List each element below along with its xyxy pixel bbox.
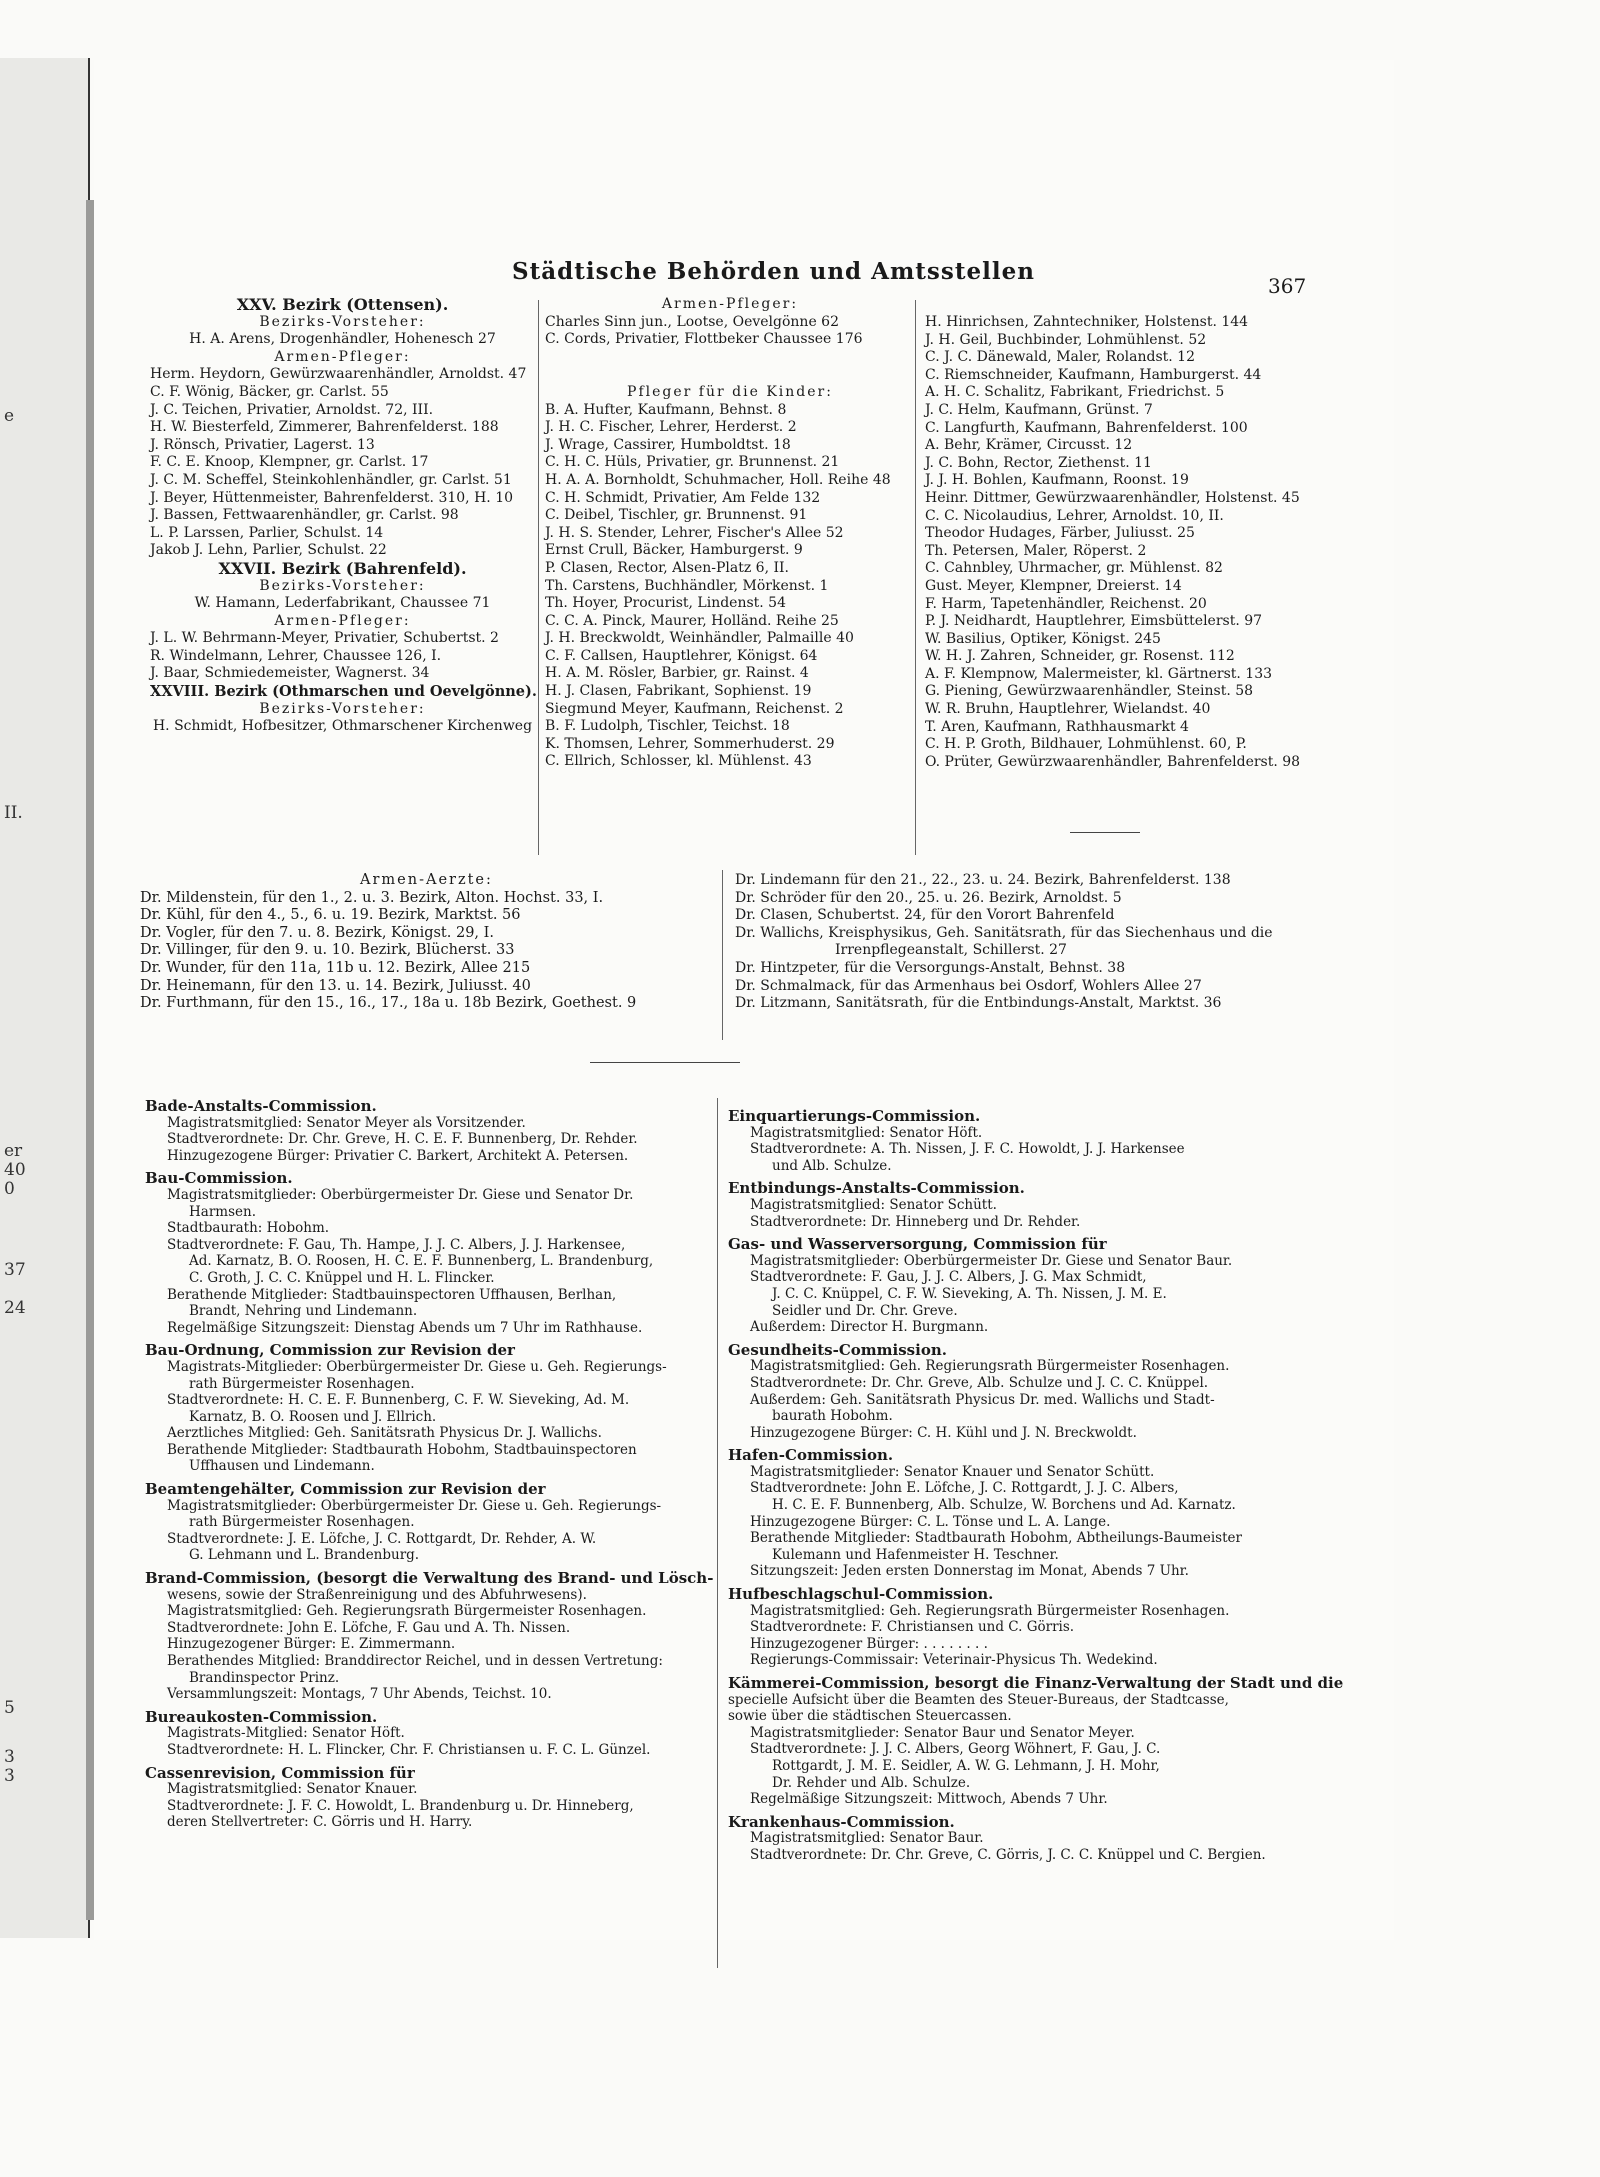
- margin-fragment: e: [4, 406, 15, 426]
- list-item: C. F. Callsen, Hauptlehrer, Königst. 64: [545, 647, 818, 664]
- commission-line: Regelmäßige Sitzungszeit: Dienstag Abends um 7 Uhr im Rathhause.: [167, 1319, 643, 1336]
- list-item: B. A. Hufter, Kaufmann, Behnst. 8: [545, 401, 787, 418]
- list-item: H. Schmidt, Hofbesitzer, Othmarschener Kirchenweg: [152, 718, 533, 735]
- commission-title: Gesundheits-Commission.: [728, 1340, 947, 1359]
- list-item: C. J. C. Dänewald, Maler, Rolandst. 12: [925, 349, 1195, 366]
- commission-title: Gas- und Wasserversorgung, Commission für: [728, 1235, 1107, 1254]
- list-item: Th. Petersen, Maler, Röperst. 2: [925, 542, 1147, 559]
- commission-line: Magistratsmitglied: Senator Höft.: [750, 1124, 983, 1141]
- commission-line: G. Lehmann und L. Brandenburg.: [189, 1547, 420, 1564]
- list-item: Heinr. Dittmer, Gewürzwaarenhändler, Holstenst. 45: [925, 489, 1300, 506]
- commission-line: Magistratsmitglieder: Senator Knauer und Senator Schütt.: [750, 1463, 1155, 1480]
- list-item: C. Cords, Privatier, Flottbeker Chaussee 176: [545, 331, 863, 348]
- commission-title: Bade-Anstalts-Commission.: [145, 1097, 377, 1115]
- column-armen-pfleger: [545, 296, 915, 771]
- subheading: Bezirks-Vorsteher:: [259, 700, 426, 717]
- margin-fragment: 5: [4, 1698, 15, 1718]
- list-item: H. J. Clasen, Fabrikant, Sophienst. 19: [545, 683, 812, 700]
- list-item: Herm. Heydorn, Gewürzwaarenhändler, Arnoldst. 47: [150, 366, 527, 383]
- list-item: C. H. Schmidt, Privatier, Am Felde 132: [545, 489, 821, 506]
- list-item: C. C. Nicolaudius, Lehrer, Arnoldst. 10, II.: [925, 507, 1224, 524]
- commission-line: und Alb. Schulze.: [772, 1157, 892, 1174]
- list-item: J. Bassen, Fettwaarenhändler, gr. Carlst. 98: [150, 507, 459, 524]
- commission-line: Brandinspector Prinz.: [189, 1669, 340, 1686]
- commission-title: Hufbeschlagschul-Commission.: [728, 1585, 994, 1604]
- commission-line: Dr. Rehder und Alb. Schulze.: [772, 1774, 971, 1791]
- commission-title: Cassenrevision, Commission für: [145, 1763, 415, 1782]
- list-item: Ernst Crull, Bäcker, Hamburgerst. 9: [545, 542, 803, 559]
- commission-line: wesens, sowie der Straßenreinigung und des Abfuhrwesens).: [167, 1586, 587, 1603]
- commission-line: Hinzugezogene Bürger: C. L. Tönse und L. A. Lange.: [750, 1513, 1111, 1530]
- commission-line: Berathende Mitglieder: Stadtbaurath Hobohm, Abtheilungs-Baumeister: [750, 1530, 1242, 1547]
- list-item: Dr. Mildenstein, für den 1., 2. u. 3. Bezirk, Alton. Hochst. 33, I.: [140, 889, 604, 906]
- commission-line: Hinzugezogener Bürger: E. Zimmermann.: [167, 1636, 456, 1653]
- commission-line: Stadtverordnete: Dr. Hinneberg und Dr. Rehder.: [750, 1213, 1081, 1230]
- commission-line: Brandt, Nehring und Lindemann.: [189, 1303, 418, 1320]
- margin-fragment: II.: [4, 803, 23, 823]
- spacer: [545, 366, 915, 384]
- commission-line: Magistratsmitglieder: Oberbürgermeister Dr. Giese und Senator Dr.: [167, 1186, 634, 1203]
- page-number: 367: [1268, 274, 1307, 298]
- commission-line: Stadtbaurath: Hobohm.: [167, 1220, 330, 1237]
- list-item: C. F. Wönig, Bäcker, gr. Carlst. 55: [150, 383, 389, 400]
- commission-line: Magistratsmitglieder: Senator Baur und Senator Meyer.: [750, 1724, 1135, 1741]
- commission-line: Magistratsmitglied: Geh. Regierungsrath Bürgermeister Rosenhagen.: [750, 1358, 1230, 1375]
- page-title: Städtische Behörden und Amtsstellen: [512, 258, 1035, 285]
- commission-line: Stadtverordnete: J. E. Löfche, J. C. Rottgardt, Dr. Rehder, A. W.: [167, 1530, 597, 1547]
- margin-fragment: 0: [4, 1179, 15, 1199]
- list-item: J. Baar, Schmiedemeister, Wagnerst. 34: [150, 665, 430, 682]
- subheading: Bezirks-Vorsteher:: [259, 577, 426, 594]
- list-item: J. C. Bohn, Rector, Ziethenst. 11: [925, 454, 1152, 471]
- commission-line: Magistratsmitglied: Geh. Regierungsrath Bürgermeister Rosenhagen.: [167, 1603, 647, 1620]
- list-item: Dr. Heinemann, für den 13. u. 14. Bezirk, Juliusst. 40: [140, 977, 531, 994]
- list-item: W. H. J. Zahren, Schneider, gr. Rosenst. 112: [925, 648, 1235, 665]
- commission-line: Karnatz, B. O. Roosen und J. Ellrich.: [189, 1408, 437, 1425]
- list-item: Irrenpflegeanstalt, Schillerst. 27: [835, 942, 1067, 959]
- divider-rule: [590, 1062, 740, 1063]
- commission-line: Stadtverordnete: Dr. Chr. Greve, Alb. Schulze und J. C. C. Knüppel.: [750, 1374, 1209, 1391]
- commission-line: Hinzugezogene Bürger: C. H. Kühl und J. N. Breckwoldt.: [750, 1424, 1137, 1441]
- list-item: P. J. Neidhardt, Hauptlehrer, Eimsbüttelerst. 97: [925, 613, 1263, 630]
- commission-line: Magistrats-Mitglied: Senator Höft.: [167, 1725, 405, 1742]
- list-item: Theodor Hudages, Färber, Juliusst. 25: [925, 525, 1195, 542]
- commission-line: Berathendes Mitglied: Branddirector Reichel, und in dessen Vertretung:: [167, 1653, 663, 1669]
- commission-line: Magistratsmitglied: Geh. Regierungsrath Bürgermeister Rosenhagen.: [750, 1602, 1230, 1619]
- list-item: C. Riemschneider, Kaufmann, Hamburgerst. 44: [925, 366, 1262, 383]
- commission-line: H. C. E. F. Bunnenberg, Alb. Schulze, W. Borchens und Ad. Karnatz.: [772, 1497, 1236, 1514]
- list-item: Dr. Lindemann für den 21., 22., 23. u. 24. Bezirk, Bahrenfelderst. 138: [735, 872, 1231, 888]
- list-item: C. Ellrich, Schlosser, kl. Mühlenst. 43: [545, 753, 812, 770]
- commission-line: Kulemann und Hafenmeister H. Teschner.: [772, 1546, 1059, 1563]
- commission-line: Rottgardt, J. M. E. Seidler, A. W. G. Lehmann, J. H. Mohr,: [772, 1757, 1160, 1774]
- commission-title: Kämmerei-Commission, besorgt die Finanz-Verwaltung der Stadt und die: [728, 1674, 1344, 1692]
- commission-line: Stadtverordnete: F. Gau, J. J. C. Albers, J. G. Max Schmidt,: [750, 1269, 1147, 1286]
- list-item: Dr. Schmalmack, für das Armenhaus bei Osdorf, Wohlers Allee 27: [735, 977, 1202, 994]
- list-item: J. Beyer, Hüttenmeister, Bahrenfelderst. 310, H. 10: [150, 489, 514, 506]
- list-item: Siegmund Meyer, Kaufmann, Reichenst. 2: [545, 700, 844, 717]
- list-item: J. Wrage, Cassirer, Humboldtst. 18: [545, 436, 791, 453]
- commission-title: Brand-Commission, (besorgt die Verwaltung des Brand- und Lösch-: [145, 1569, 714, 1588]
- list-item: C. Deibel, Tischler, gr. Brunnenst. 91: [545, 507, 808, 524]
- list-item: W. Basilius, Optiker, Königst. 245: [925, 630, 1161, 647]
- list-item: Dr. Hintzpeter, für die Versorgungs-Anstalt, Behnst. 38: [735, 959, 1126, 976]
- commission-line: Magistrats-Mitglieder: Oberbürgermeister Dr. Giese u. Geh. Regierungs-: [167, 1358, 667, 1375]
- list-item: L. P. Larssen, Parlier, Schulst. 14: [150, 524, 384, 541]
- district-heading: XXV. Bezirk (Ottensen).: [236, 295, 449, 314]
- list-item: J. L. W. Behrmann-Meyer, Privatier, Schubertst. 2: [150, 630, 499, 647]
- margin-fragment: er: [4, 1141, 23, 1161]
- commission-line: Stadtverordnete: J. J. C. Albers, Georg Wöhnert, F. Gau, J. C.: [750, 1741, 1161, 1758]
- commission-line: Ad. Karnatz, B. O. Roosen, H. C. E. F. Bunnenberg, L. Brandenburg,: [189, 1253, 654, 1270]
- list-item: H. A. A. Bornholdt, Schuhmacher, Holl. Reihe 48: [545, 471, 891, 488]
- list-item: J. Rönsch, Privatier, Lagerst. 13: [150, 436, 375, 453]
- commission-line: Harmsen.: [189, 1203, 256, 1220]
- list-item: G. Piening, Gewürzwaarenhändler, Steinst. 58: [925, 683, 1254, 700]
- list-item: T. Aren, Kaufmann, Rathhausmarkt 4: [925, 718, 1189, 735]
- commission-line: Magistratsmitglieder: Oberbürgermeister Dr. Giese u. Geh. Regierungs-: [167, 1497, 662, 1514]
- list-item: J. H. Geil, Buchbinder, Lohmühlenst. 52: [925, 331, 1207, 348]
- divider-rule: [1070, 832, 1140, 833]
- commission-line: baurath Hobohm.: [772, 1408, 893, 1425]
- list-item: C. H. P. Groth, Bildhauer, Lohmühlenst. 60, P.: [925, 736, 1247, 753]
- commission-line: rath Bürgermeister Rosenhagen.: [189, 1375, 415, 1392]
- commission-line: Magistratsmitglied: Senator Schütt.: [750, 1196, 997, 1213]
- list-item: C. C. A. Pinck, Maurer, Holländ. Reihe 25: [545, 612, 839, 629]
- list-item: H. W. Biesterfeld, Zimmerer, Bahrenfelderst. 188: [150, 419, 499, 436]
- column-divider: [722, 870, 723, 1040]
- commission-line: Sitzungszeit: Jeden ersten Donnerstag im Monat, Abends 7 Uhr.: [750, 1563, 1189, 1580]
- list-item: B. F. Ludolph, Tischler, Teichst. 18: [545, 718, 790, 735]
- book-spine: [86, 200, 94, 1920]
- aerzte-left: [140, 872, 730, 1013]
- list-item: C. Cahnbley, Uhrmacher, gr. Mühlenst. 82: [925, 560, 1223, 577]
- commission-line: Magistratsmitglied: Senator Baur.: [750, 1830, 984, 1847]
- list-item: H. A. Arens, Drogenhändler, Hohenesch 27: [189, 331, 496, 348]
- commission-title: Beamtengehälter, Commission zur Revision der: [145, 1480, 546, 1499]
- commission-line: Stadtverordnete: F. Gau, Th. Hampe, J. J. C. Albers, J. J. Harkensee,: [167, 1236, 626, 1253]
- list-item: Dr. Vogler, für den 7. u. 8. Bezirk, Königst. 29, I.: [140, 924, 494, 941]
- commission-line: Stadtverordnete: J. F. C. Howoldt, L. Brandenburg u. Dr. Hinneberg,: [167, 1797, 634, 1814]
- list-item: Dr. Litzmann, Sanitätsrath, für die Entbindungs-Anstalt, Marktst. 36: [735, 995, 1222, 1012]
- list-item: Th. Carstens, Buchhändler, Mörkenst. 1: [545, 577, 829, 594]
- list-item: H. A. M. Rösler, Barbier, gr. Rainst. 4: [545, 665, 809, 682]
- commission-line: Stadtverordnete: John E. Löfche, J. C. Rottgardt, J. J. C. Albers,: [750, 1480, 1179, 1497]
- margin-fragment: 24: [4, 1298, 26, 1318]
- commission-title: Einquartierungs-Commission.: [728, 1107, 981, 1125]
- margin-fragment: 37: [4, 1260, 26, 1280]
- subheading: Bezirks-Vorsteher:: [259, 313, 426, 330]
- list-item: Dr. Furthmann, für den 15., 16., 17., 18a u. 18b Bezirk, Goethest. 9: [140, 995, 637, 1012]
- subheading: Armen-Pfleger:: [661, 296, 799, 312]
- commission-line: J. C. C. Knüppel, C. F. W. Sieveking, A. Th. Nissen, J. M. E.: [772, 1285, 1167, 1302]
- commission-title: Bureaukosten-Commission.: [145, 1707, 378, 1726]
- list-item: W. R. Bruhn, Hauptlehrer, Wielandst. 40: [925, 701, 1211, 718]
- column-divider: [915, 300, 916, 855]
- list-item: Dr. Wunder, für den 11a, 11b u. 12. Bezirk, Allee 215: [140, 959, 531, 976]
- commission-line: Magistratsmitglieder: Oberbürgermeister Dr. Giese und Senator Baur.: [750, 1252, 1233, 1269]
- commission-line: Stadtverordnete: H. C. E. F. Bunnenberg, C. F. W. Sieveking, Ad. M.: [167, 1392, 630, 1409]
- list-item: Charles Sinn jun., Lootse, Oevelgönne 62: [545, 313, 839, 330]
- list-item: C. Langfurth, Kaufmann, Bahrenfelderst. 100: [925, 419, 1248, 436]
- commission-line: Stadtverordnete: Dr. Chr. Greve, C. Görris, J. C. C. Knüppel und C. Bergien.: [750, 1846, 1266, 1863]
- list-item: K. Thomsen, Lehrer, Sommerhuderst. 29: [545, 735, 835, 752]
- commission-line: Uffhausen und Lindemann.: [189, 1458, 375, 1475]
- commission-title: Bau-Commission.: [145, 1169, 293, 1188]
- commission-title: Entbindungs-Anstalts-Commission.: [728, 1179, 1025, 1198]
- list-item: J. C. M. Scheffel, Steinkohlenhändler, gr. Carlst. 51: [150, 471, 512, 488]
- list-item: A. F. Klempnow, Malermeister, kl. Gärtnerst. 133: [925, 665, 1273, 682]
- commission-line: sowie über die städtischen Steuercassen.: [728, 1708, 1012, 1725]
- spacer: [545, 349, 915, 367]
- list-item: Dr. Wallichs, Kreisphysikus, Geh. Sanitätsrath, für das Siechenhaus und die: [735, 924, 1273, 941]
- list-item: P. Clasen, Rector, Alsen-Platz 6, II.: [545, 559, 790, 576]
- list-item: R. Windelmann, Lehrer, Chaussee 126, I.: [150, 647, 442, 664]
- commission-title: Hafen-Commission.: [728, 1446, 894, 1465]
- list-item: Dr. Villinger, für den 9. u. 10. Bezirk, Blücherst. 33: [140, 942, 515, 959]
- list-item: Th. Hoyer, Procurist, Lindenst. 54: [545, 595, 787, 612]
- left-page-edge: [0, 58, 90, 1938]
- commission-line: Seidler und Dr. Chr. Greve.: [772, 1302, 958, 1319]
- list-item: F. Harm, Tapetenhändler, Reichenst. 20: [925, 595, 1207, 612]
- subheading: Armen-Pfleger:: [274, 348, 411, 365]
- commission-line: Außerdem: Director H. Burgmann.: [750, 1319, 989, 1336]
- commission-line: C. Groth, J. C. C. Knüppel und H. L. Flincker.: [189, 1269, 495, 1286]
- commission-line: Hinzugezogene Bürger: Privatier C. Barkert, Architekt A. Petersen.: [167, 1147, 629, 1164]
- list-item: A. Behr, Krämer, Circusst. 12: [925, 437, 1133, 454]
- list-item: Jakob J. Lehn, Parlier, Schulst. 22: [150, 542, 387, 559]
- district-heading: XXVII. Bezirk (Bahrenfeld).: [218, 558, 467, 578]
- margin-fragment: 3: [4, 1747, 15, 1767]
- list-item: F. C. E. Knoop, Klempner, gr. Carlst. 17: [150, 454, 429, 471]
- commission-line: Stadtverordnete: John E. Löfche, F. Gau und A. Th. Nissen.: [167, 1619, 571, 1636]
- list-item: J. J. H. Bohlen, Kaufmann, Roonst. 19: [925, 472, 1189, 489]
- commission-line: Außerdem: Geh. Sanitätsrath Physicus Dr. med. Wallichs und Stadt-: [750, 1391, 1215, 1408]
- commission-line: Berathende Mitglieder: Stadtbauinspectoren Uffhausen, Berlhan,: [167, 1286, 617, 1303]
- list-item: O. Prüter, Gewürzwaarenhändler, Bahrenfelderst. 98: [925, 753, 1301, 770]
- commission-line: Magistratsmitglied: Senator Knauer.: [167, 1781, 418, 1798]
- subheading: Pfleger für die Kinder:: [627, 383, 833, 400]
- list-item: Dr. Kühl, für den 4., 5., 6. u. 19. Bezirk, Marktst. 56: [140, 907, 521, 924]
- commission-line: Stadtverordnete: Dr. Chr. Greve, H. C. E. F. Bunnenberg, Dr. Rehder.: [167, 1131, 638, 1148]
- subheading: Armen-Pfleger:: [274, 612, 411, 629]
- commission-title: Bau-Ordnung, Commission zur Revision der: [145, 1341, 515, 1360]
- commission-line: Magistratsmitglied: Senator Meyer als Vorsitzender.: [167, 1114, 526, 1131]
- subheading: Armen-Aerzte:: [360, 872, 493, 888]
- commission-line: Hinzugezogener Bürger: . . . . . . . .: [750, 1635, 988, 1652]
- margin-fragment: 3: [4, 1766, 15, 1786]
- commission-line: Stadtverordnete: H. L. Flincker, Chr. F. Christiansen u. F. C. L. Günzel.: [167, 1741, 651, 1758]
- list-item: Dr. Clasen, Schubertst. 24, für den Vorort Bahrenfeld: [735, 907, 1115, 924]
- list-item: J. C. Helm, Kaufmann, Grünst. 7: [925, 401, 1153, 418]
- list-item: Gust. Meyer, Klempner, Dreierst. 14: [925, 577, 1182, 594]
- commission-line: Regelmäßige Sitzungszeit: Mittwoch, Abends 7 Uhr.: [750, 1791, 1108, 1808]
- margin-fragment: 40: [4, 1160, 26, 1180]
- commission-line: Regierungs-Commissair: Veterinair-Physicus Th. Wedekind.: [750, 1652, 1158, 1669]
- list-item: C. H. C. Hüls, Privatier, gr. Brunnenst. 21: [545, 454, 840, 471]
- commission-line: Stadtverordnete: A. Th. Nissen, J. F. C. Howoldt, J. J. Harkensee: [750, 1141, 1185, 1158]
- commissions-left: [145, 1097, 714, 1831]
- list-item: A. H. C. Schalitz, Fabrikant, Friedrichst. 5: [925, 384, 1225, 401]
- commission-line: deren Stellvertreter: C. Görris und H. Harry.: [167, 1814, 473, 1831]
- column-kinder-pfleger: [925, 314, 1301, 771]
- list-item: J. H. S. Stender, Lehrer, Fischer's Allee 52: [545, 524, 844, 541]
- commission-line: Berathende Mitglieder: Stadtbaurath Hobohm, Stadtbauinspectoren: [167, 1441, 637, 1458]
- list-item: H. Hinrichsen, Zahntechniker, Holstenst. 144: [925, 314, 1249, 330]
- list-item: J. H. Breckwoldt, Weinhändler, Palmaille 40: [545, 630, 854, 647]
- list-item: Dr. Schröder für den 20., 25. u. 26. Bezirk, Arnoldst. 5: [735, 889, 1122, 906]
- list-item: J. C. Teichen, Privatier, Arnoldst. 72, III.: [150, 401, 434, 418]
- commissions-right: [728, 1107, 1344, 1864]
- commission-title: Krankenhaus-Commission.: [728, 1812, 955, 1831]
- aerzte-right: [735, 872, 1305, 1013]
- commission-line: Stadtverordnete: F. Christiansen und C. Görris.: [750, 1619, 1075, 1636]
- commission-line: Aerztliches Mitglied: Geh. Sanitätsrath Physicus Dr. J. Wallichs.: [167, 1425, 602, 1442]
- commission-line: specielle Aufsicht über die Beamten des Steuer-Bureaus, der Stadtcasse,: [728, 1691, 1229, 1708]
- district-heading: XXVIII. Bezirk (Othmarschen und Oevelgönne).: [150, 683, 537, 701]
- column-divider: [717, 1098, 718, 1968]
- column-bezirke: [150, 296, 535, 736]
- list-item: J. H. C. Fischer, Lehrer, Herderst. 2: [545, 419, 797, 436]
- commission-line: Versammlungszeit: Montags, 7 Uhr Abends, Teichst. 10.: [167, 1686, 552, 1703]
- commission-line: rath Bürgermeister Rosenhagen.: [189, 1514, 415, 1531]
- column-divider: [538, 300, 539, 855]
- list-item: W. Hamann, Lederfabrikant, Chaussee 71: [194, 595, 491, 612]
